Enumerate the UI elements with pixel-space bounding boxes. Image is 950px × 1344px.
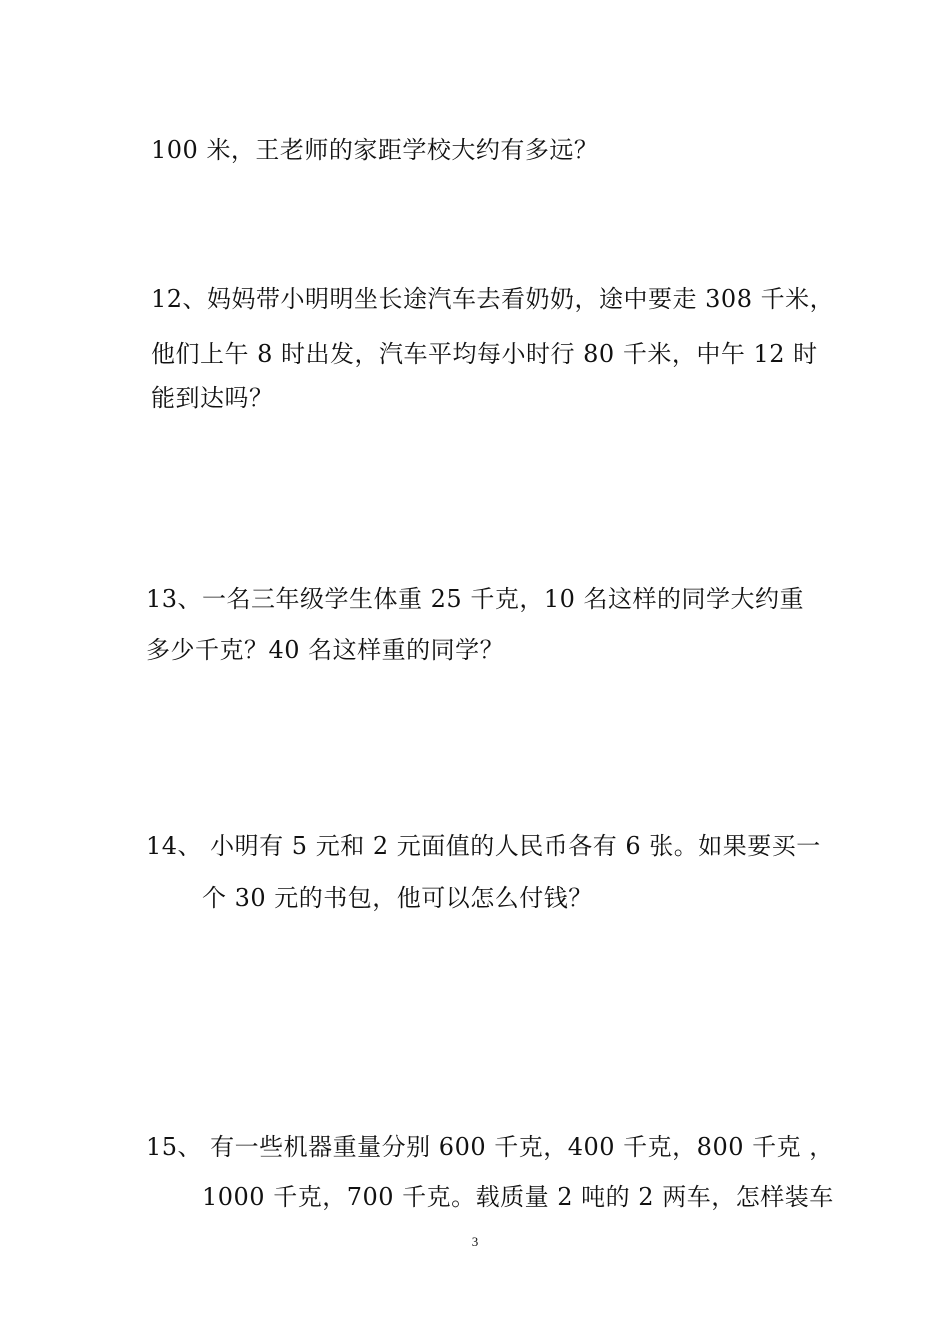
problem-14-line-1: 14、 小明有 5 元和 2 元面值的人民币各有 6 张。如果要买一	[146, 832, 821, 860]
problem-13-line-2: 多少千克？40 名这样重的同学？	[146, 636, 505, 664]
problem-14-line-2: 个 30 元的书包，他可以怎么付钱？	[202, 884, 593, 912]
problem-15-line-2: 1000 千克，700 千克。载质量 2 吨的 2 两车，怎样装车	[202, 1183, 834, 1211]
problem-13-line-1: 13、一名三年级学生体重 25 千克，10 名这样的同学大约重	[146, 585, 805, 613]
problem-15-line-1: 15、 有一些机器重量分别 600 千克，400 千克，800 千克 ，	[146, 1133, 834, 1161]
page-number: 3	[471, 1234, 479, 1249]
problem-12-line-1: 12、妈妈带小明明坐长途汽车去看奶奶，途中要走 308 千米，	[151, 285, 835, 313]
problem-11-line-1: 100 米，王老师的家距学校大约有多远？	[151, 136, 599, 164]
problem-12-line-3: 能到达吗？	[151, 384, 274, 412]
problem-12-line-2: 他们上午 8 时出发，汽车平均每小时行 80 千米，中午 12 时	[151, 340, 818, 368]
